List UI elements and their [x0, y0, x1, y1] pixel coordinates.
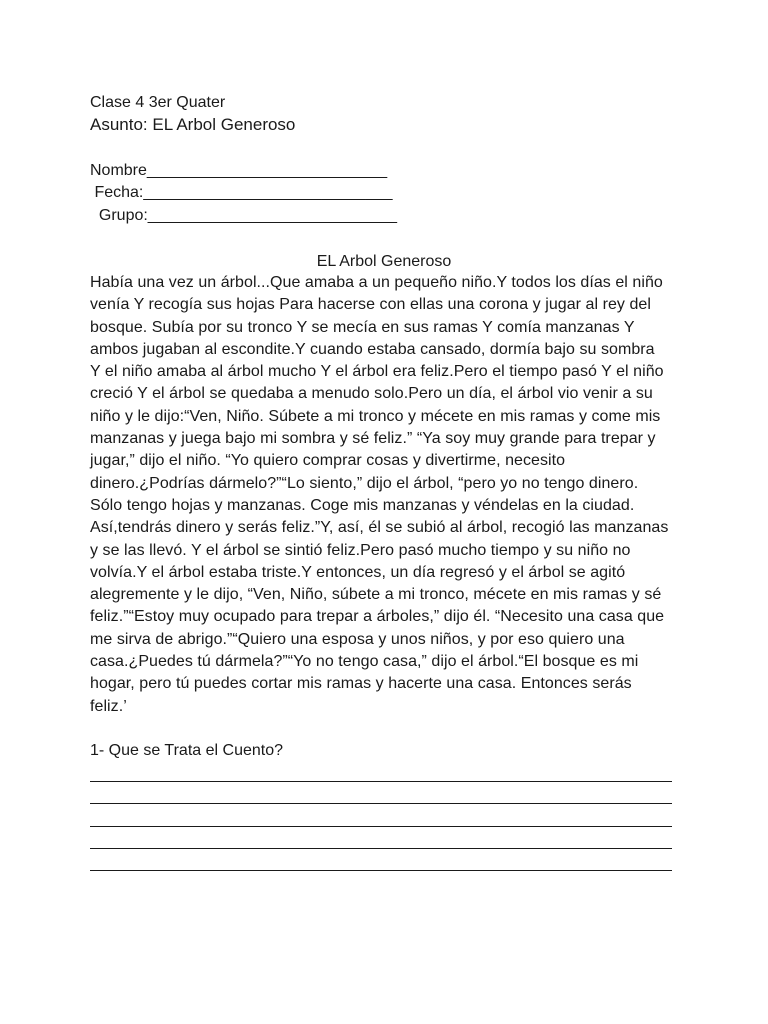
name-field[interactable]: Nombre___________________________: [90, 162, 388, 179]
class-line: Clase 4 3er Quater: [90, 94, 226, 111]
subject-line: Asunto: EL Arbol Generoso: [90, 115, 296, 134]
story-line: bosque. Subía por su tronco Y se mecía en sus ramas Y comía manzanas Y: [90, 318, 635, 336]
story-line: casa.¿Puedes tú dármela?”“Yo no tengo casa,” dijo el árbol.“El bosque es mi: [90, 653, 639, 671]
answer-line[interactable]: [90, 803, 672, 804]
story-line: jugar,” dijo el niño. “Yo quiero comprar cosas y divertirme, necesito: [90, 452, 566, 470]
story-line: feliz.’: [90, 697, 127, 715]
story-line: me sirva de abrigo.”“Quiero una esposa y unos niños, y por eso quiero una: [90, 630, 625, 648]
story-line: y se las llevó. Y el árbol se sintió feliz.Pero pasó mucho tiempo y su niño no: [90, 541, 631, 559]
story-line: feliz.”“Estoy muy ocupado para trepar a árboles,” dijo él. “Necesito una casa que: [90, 608, 665, 626]
story-line: hogar, pero tú puedes cortar mis ramas y hacerte una casa. Entonces serás: [90, 675, 632, 693]
story-line: alegremente y le dijo, “Ven, Niño, súbete a mi tronco, mécete en mis ramas y sé: [90, 586, 662, 604]
story-title: EL Arbol Generoso: [316, 253, 452, 270]
story-line: Había una vez un árbol...Que amaba a un pequeño niño.Y todos los días el niño: [90, 274, 663, 291]
story-line: Sólo tengo hojas y manzanas. Coge mis manzanas y véndelas en la ciudad.: [90, 496, 635, 514]
answer-line[interactable]: [90, 781, 672, 782]
story-line: ambos jugaban al escondite.Y cuando estaba cansado, dormía bajo su sombra: [90, 340, 655, 358]
question-1: 1- Que se Trata el Cuento?: [90, 742, 283, 759]
story-line: Y el niño amaba al árbol mucho Y el árbol era feliz.Pero el tiempo pasó Y el niño: [90, 363, 664, 381]
group-field[interactable]: Grupo:____________________________: [90, 207, 397, 224]
story-text: [90, 272, 675, 718]
story-line: volvía.Y el árbol estaba triste.Y entonces, un día regresó y el árbol se agitó: [90, 563, 626, 581]
answer-line[interactable]: [90, 848, 672, 849]
story-line: manzanas y juega bajo mi sombra y sé feliz.” “Ya soy muy grande para trepar y: [90, 430, 656, 448]
story-line: creció Y el árbol se quedaba a menudo solo.Pero un día, el árbol vio venir a su: [90, 385, 653, 403]
story-line: dinero.¿Podrías dármelo?”“Lo siento,” dijo el árbol, “pero yo no tengo dinero.: [90, 474, 639, 492]
story-line: venía Y recogía sus hojas Para hacerse con ellas una corona y jugar al rey del: [90, 296, 651, 314]
story-line: Así,tendrás dinero y serás feliz.”Y, así, él se subió al árbol, recogió las manzanas: [90, 519, 669, 537]
answer-line[interactable]: [90, 826, 672, 827]
date-field[interactable]: Fecha:____________________________: [90, 184, 393, 201]
answer-line[interactable]: [90, 870, 672, 871]
answer-lines[interactable]: [90, 761, 672, 892]
story-line: niño y le dijo:“Ven, Niño. Súbete a mi tronco y mécete en mis ramas y come mis: [90, 407, 661, 425]
